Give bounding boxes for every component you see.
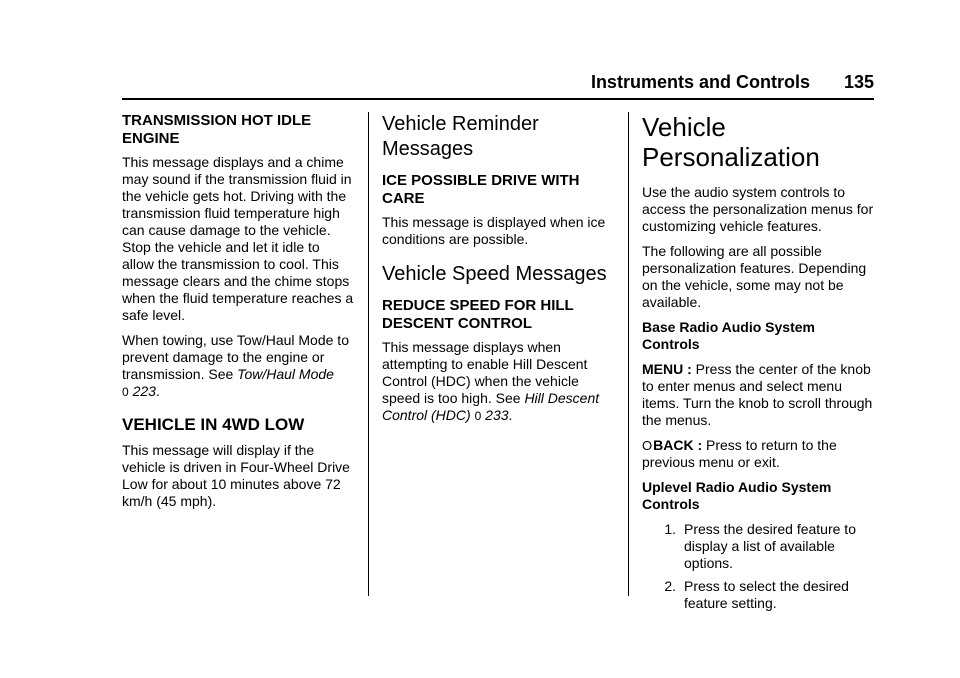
hill-descent-link[interactable]: Hill Descent Control (HDC) [382, 390, 600, 423]
page-number: 135 [843, 71, 874, 92]
paragraph-menu [642, 361, 874, 429]
paragraph-hill-descent [382, 339, 614, 425]
column-3 [642, 112, 874, 618]
column-1 [122, 112, 354, 518]
heading-reduce-speed: REDUCE SPEED FOR HILL DESCENT CONTROL [382, 297, 574, 332]
step-text: Press to select the desired feature setting. [684, 578, 849, 611]
tow-haul-page-ref[interactable]: 223 [132, 383, 156, 399]
heading-base-radio: Base Radio Audio System Controls [642, 319, 815, 352]
period: . [508, 407, 513, 423]
menu-description: Press the center of the knob to enter menus and select menu items. Turn the knob to scroll through the menus. [642, 361, 873, 428]
page-ref-arrow-icon: 0 [122, 385, 129, 399]
paragraph-towing [122, 332, 354, 401]
menu-label: MENU : [642, 361, 692, 377]
towing-text: When towing, use Tow/Haul Mode to prevent damage to the engine or transmission. See [122, 332, 349, 382]
heading-uplevel-radio: Uplevel Radio Audio System Controls [642, 479, 832, 512]
step-number: 2. [664, 578, 676, 594]
hill-descent-page-ref[interactable]: 233 [485, 407, 509, 423]
heading-ice-possible: ICE POSSIBLE DRIVE WITH CARE [382, 172, 580, 207]
paragraph-transmission-hot: This message displays and a chime may sound if the transmission fluid in the vehicle gets hot. Driving with the transmission fluid temperature high can cause damage to the vehicle. Stop the vehicle and let it idle to allow the transmission to cool. This message clears and the chime stops when the fluid temperature reaches a safe level. [122, 154, 354, 323]
column-divider-2 [628, 112, 629, 596]
paragraph-4wd-low: This message will display if the vehicle is driven in Four-Wheel Drive Low for about 10 minutes above 72 km/h (45 mph). [122, 442, 350, 509]
heading-transmission-hot-idle: TRANSMISSION HOT IDLE ENGINE [122, 112, 312, 147]
back-icon: O [642, 438, 653, 453]
heading-vehicle-reminder: Vehicle Reminder Messages [382, 113, 539, 160]
paragraph-possible-features: The following are all possible personalization features. Depending on the vehicle, some may not be available. [642, 243, 867, 310]
back-label: BACK : [653, 437, 703, 453]
page-ref-arrow-icon: 0 [474, 409, 482, 423]
hill-descent-text: This message displays when attempting to enable Hill Descent Control (HDC) when the vehicle speed is too high. See [382, 339, 588, 406]
step-number: 1. [664, 521, 676, 537]
heading-4wd-low: VEHICLE IN 4WD LOW [122, 415, 305, 434]
header-rule [122, 98, 874, 100]
list-item [642, 578, 874, 612]
column-divider-1 [368, 112, 369, 596]
heading-vehicle-personalization: Vehicle Personalization [642, 112, 820, 172]
step-text: Press the desired feature to display a list of available options. [684, 521, 856, 571]
page-header [122, 72, 874, 92]
column-2 [382, 112, 614, 433]
section-title: Instruments and Controls [590, 71, 810, 92]
steps-list [642, 521, 874, 612]
tow-haul-mode-link[interactable]: Tow/Haul Mode [237, 366, 334, 382]
heading-vehicle-speed: Vehicle Speed Messages [382, 263, 607, 285]
paragraph-ice: This message is displayed when ice conditions are possible. [382, 214, 606, 247]
paragraph-back [642, 437, 874, 471]
paragraph-audio-controls: Use the audio system controls to access the personalization menus for customizing vehicle features. [642, 184, 874, 234]
back-description: Press to return to the previous menu or exit. [642, 437, 837, 470]
period: . [155, 383, 160, 399]
list-item [642, 521, 874, 572]
